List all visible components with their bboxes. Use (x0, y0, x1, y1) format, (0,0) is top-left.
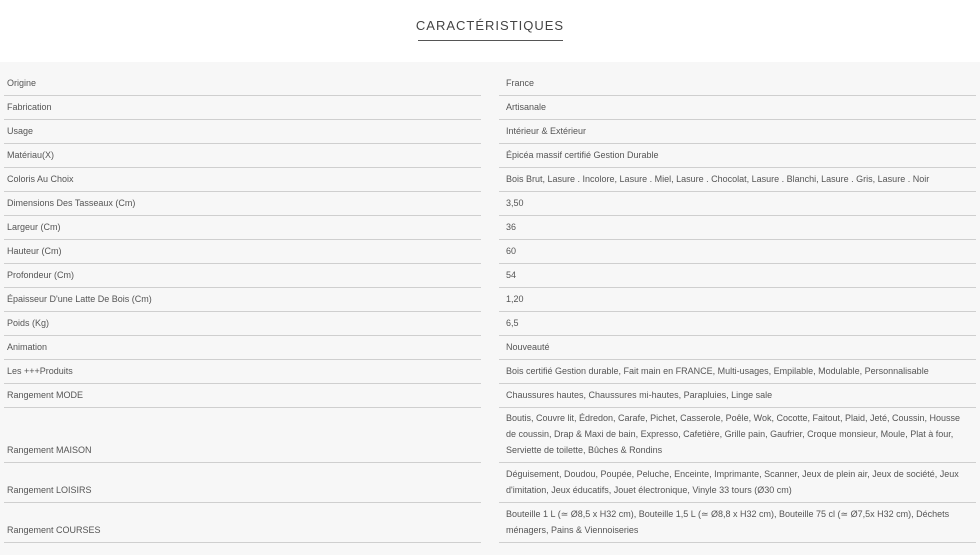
spec-value: 6,5 (499, 312, 976, 336)
section-title: CARACTÉRISTIQUES (415, 18, 565, 33)
spec-label: Rangement COURSES (4, 503, 481, 543)
spec-label: Matériau(X) (4, 144, 481, 168)
spec-row-plus-produits (0, 360, 980, 384)
spec-label: Épaisseur D'une Latte De Bois (Cm) (4, 288, 481, 312)
spec-value: Boutis, Couvre lit, Édredon, Carafe, Pichet, Casserole, Poêle, Wok, Cocotte, Faitout, Plaid, Jeté, Coussin, Housse de coussin, Drap & Maxi de bain, Expresso, Cafetière, Grille pain, Gaufrier, Croque monsieur, Moule, Plat à four, Serviette de toilette, Bûches & Rondins (499, 408, 976, 463)
spec-label: Profondeur (Cm) (4, 264, 481, 288)
spec-value: Chaussures hautes, Chaussures mi-hautes, Parapluies, Linge sale (499, 384, 976, 408)
spec-row-poids (0, 312, 980, 336)
specifications-table (0, 62, 980, 555)
spec-value: 54 (499, 264, 976, 288)
spec-value: 36 (499, 216, 976, 240)
spec-row-materiau (0, 144, 980, 168)
spec-value: Épicéa massif certifié Gestion Durable (499, 144, 976, 168)
spec-row-epaisseur (0, 288, 980, 312)
spec-value: 1,20 (499, 288, 976, 312)
spec-label: Poids (Kg) (4, 312, 481, 336)
spec-row-fabrication (0, 96, 980, 120)
spec-value: Artisanale (499, 96, 976, 120)
spec-label: Usage (4, 120, 481, 144)
spec-row-animation (0, 336, 980, 360)
spec-label: Fabrication (4, 96, 481, 120)
spec-row-profondeur (0, 264, 980, 288)
spec-label: Les +++Produits (4, 360, 481, 384)
spec-label: Rangement LOISIRS (4, 463, 481, 503)
spec-value: 60 (499, 240, 976, 264)
spec-label: Hauteur (Cm) (4, 240, 481, 264)
spec-label: Animation (4, 336, 481, 360)
spec-row-hauteur (0, 240, 980, 264)
section-header (0, 0, 980, 62)
spec-value: Bouteille 1 L (≃ Ø8,5 x H32 cm), Bouteille 1,5 L (≃ Ø8,8 x H32 cm), Bouteille 75 cl (≃ Ø7,5x H32 cm), Déchets ménagers, Pains & Viennoiseries (499, 503, 976, 543)
spec-row-rangement-maison (0, 408, 980, 463)
spec-row-origine (0, 72, 980, 96)
spec-value: Intérieur & Extérieur (499, 120, 976, 144)
spec-row-rangement-courses (0, 503, 980, 543)
spec-row-coloris (0, 168, 980, 192)
spec-label: Coloris Au Choix (4, 168, 481, 192)
spec-value: Nouveauté (499, 336, 976, 360)
spec-value: Bois certifié Gestion durable, Fait main en FRANCE, Multi-usages, Empilable, Modulable, Personnalisable (499, 360, 976, 384)
spec-label: Origine (4, 72, 481, 96)
spec-value: 3,50 (499, 192, 976, 216)
spec-value: France (499, 72, 976, 96)
spec-label: Largeur (Cm) (4, 216, 481, 240)
spec-label: Rangement MODE (4, 384, 481, 408)
spec-value: Déguisement, Doudou, Poupée, Peluche, Enceinte, Imprimante, Scanner, Jeux de plein air, Jeux de société, Jeux d'imitation, Jeux éducatifs, Jouet électronique, Vinyle 33 tours (Ø30 cm) (499, 463, 976, 503)
spec-row-rangement-mode (0, 384, 980, 408)
spec-label: Dimensions Des Tasseaux (Cm) (4, 192, 481, 216)
spec-label: Rangement MAISON (4, 408, 481, 463)
spec-row-rangement-loisirs (0, 463, 980, 503)
title-underline (418, 40, 563, 41)
specifications-rows (0, 72, 980, 543)
spec-row-usage (0, 120, 980, 144)
spec-row-dimensions-tasseaux (0, 192, 980, 216)
spec-row-largeur (0, 216, 980, 240)
spec-value: Bois Brut, Lasure . Incolore, Lasure . Miel, Lasure . Chocolat, Lasure . Blanchi, Lasure . Gris, Lasure . Noir (499, 168, 976, 192)
